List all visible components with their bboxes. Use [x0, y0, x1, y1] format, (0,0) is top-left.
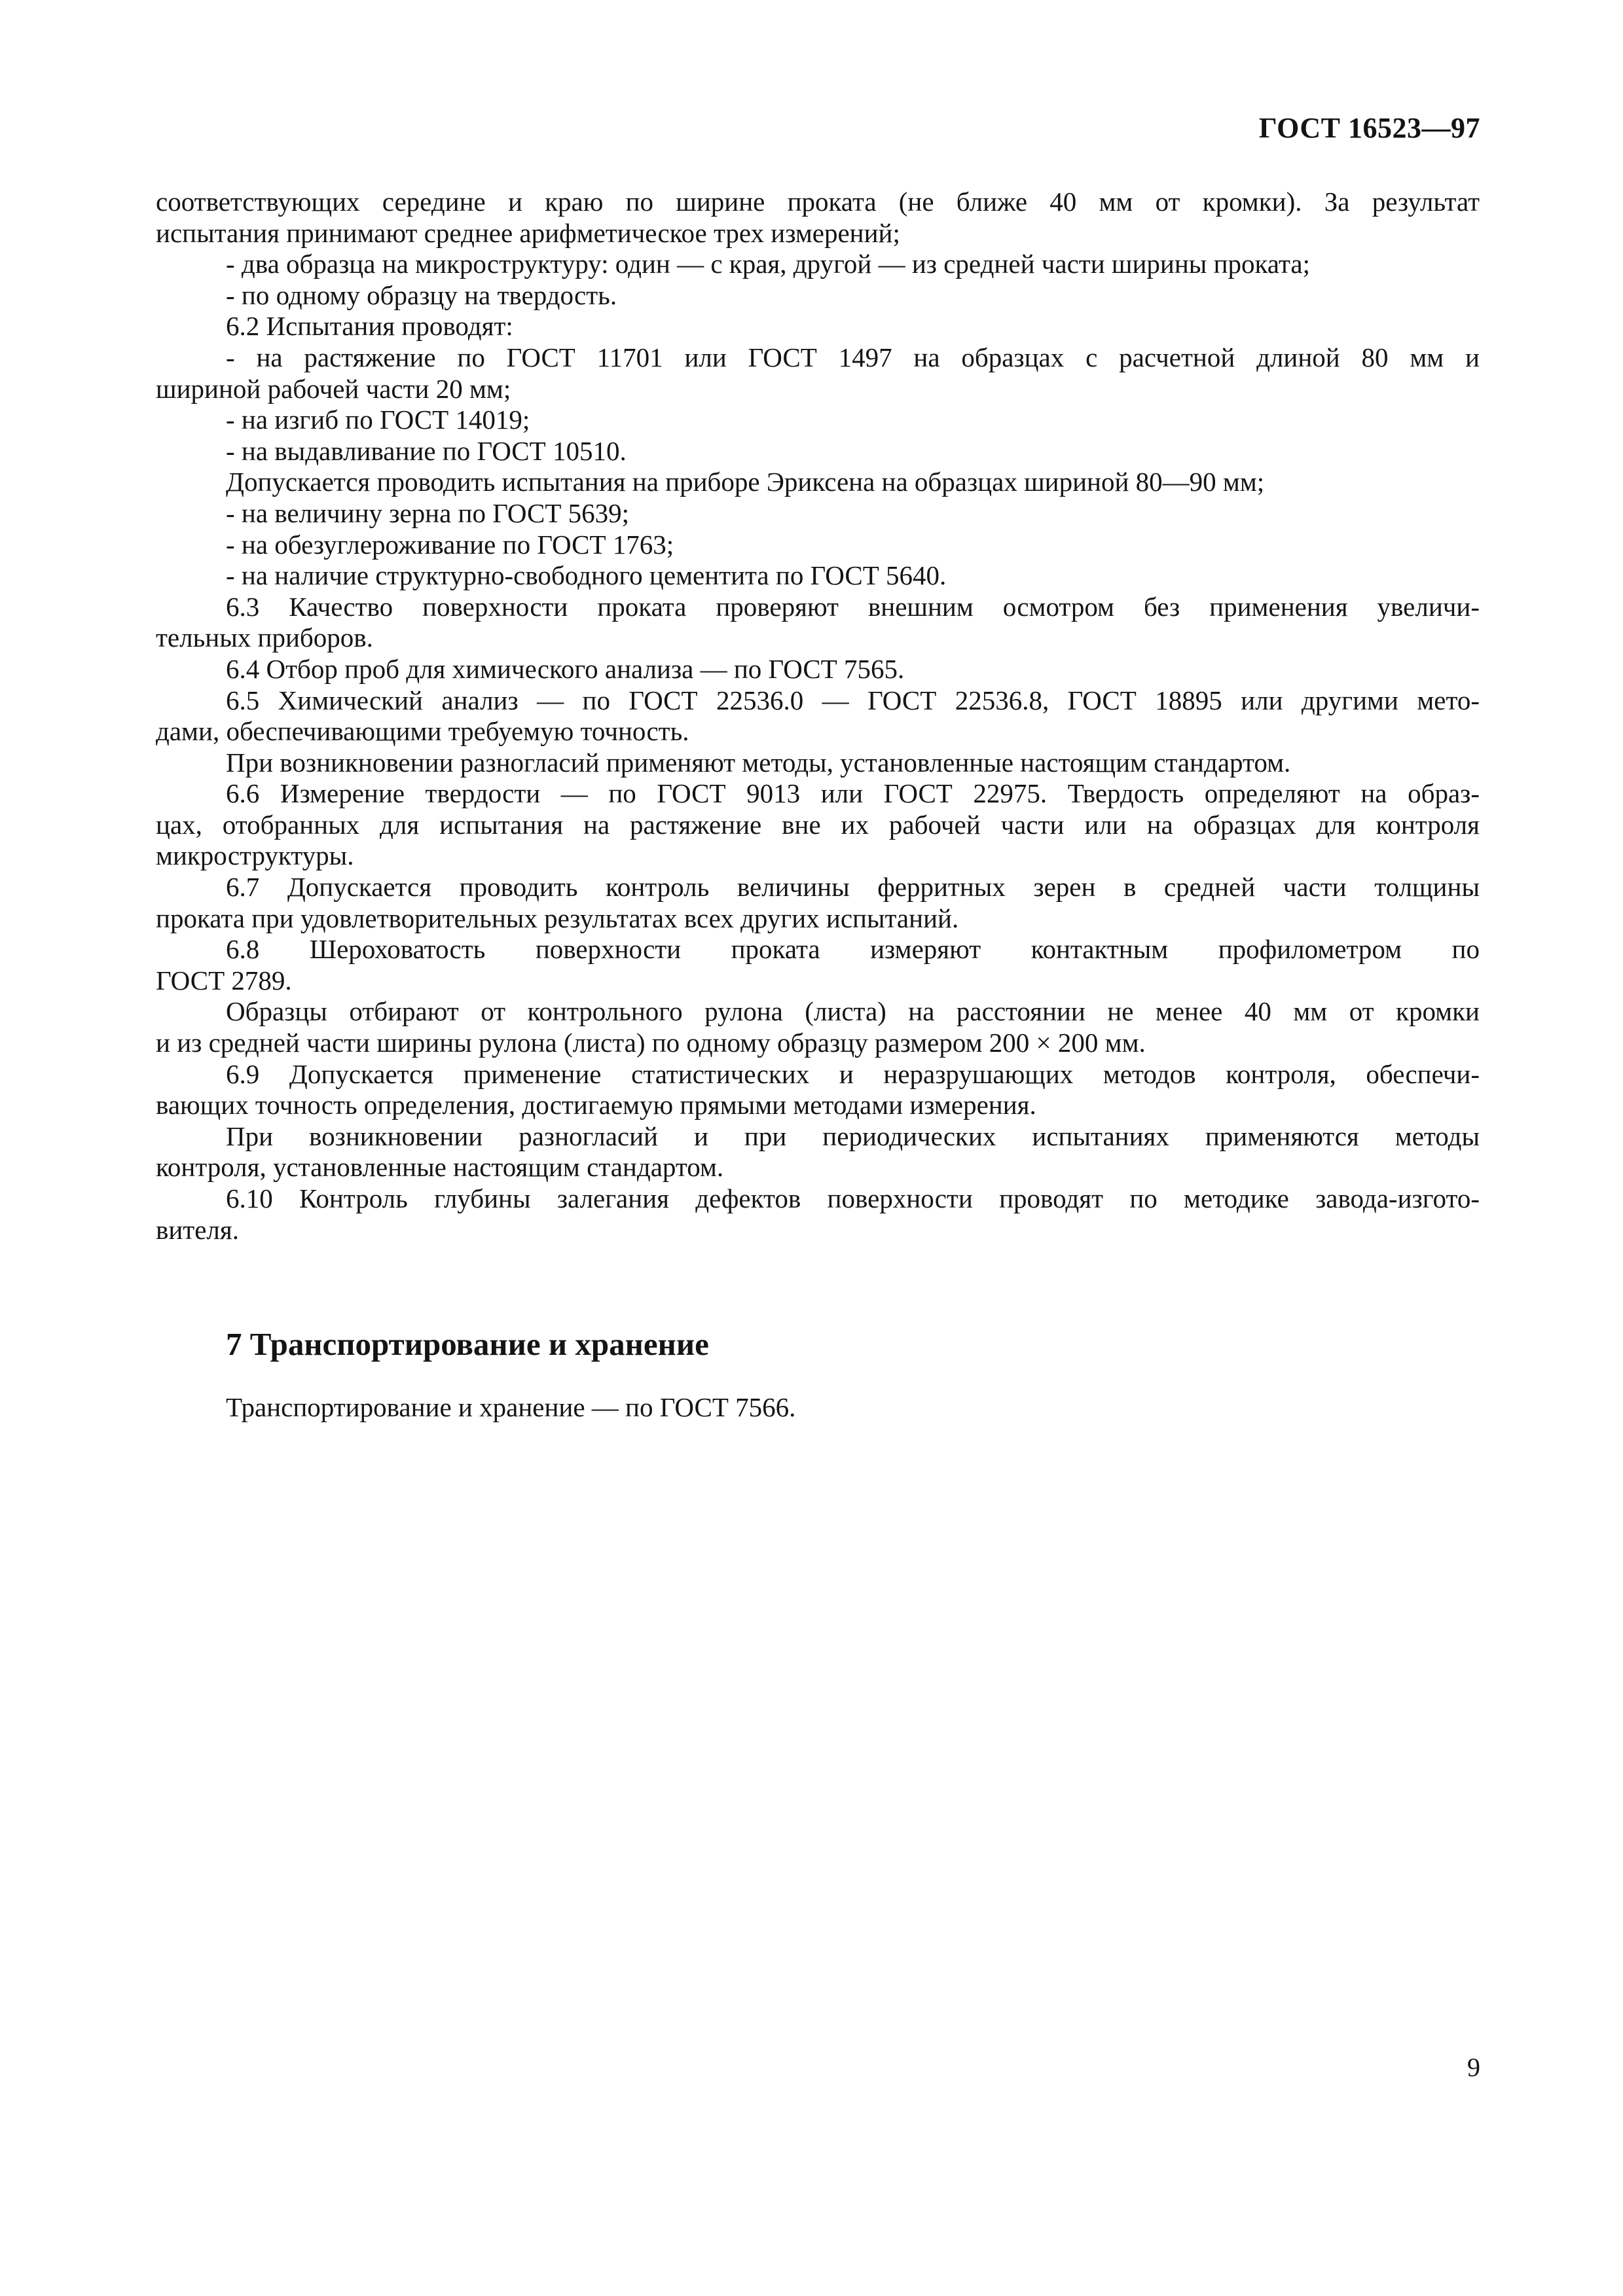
list-item: - на величину зерна по ГОСТ 5639; [226, 497, 630, 528]
clause-6-10: 6.10 Контроль глубины залегания дефектов поверхности проводят по методике завода-изгото- [226, 1183, 1480, 1213]
list-item: - на наличие структурно-свободного цементита по ГОСТ 5640. [226, 560, 947, 591]
text-line: Образцы отбирают от контрольного рулона (листа) на расстоянии не менее 40 мм от кромки [226, 996, 1480, 1027]
list-item: - два образца на микроструктуру: один — с края, другой — из средней части ширины проката; [226, 249, 1310, 279]
section-7-text: Транспортирование и хранение — по ГОСТ 7566. [226, 1392, 796, 1422]
list-item: - на изгиб по ГОСТ 14019; [226, 404, 530, 435]
text-line: цах, отобранных для испытания на растяжение вне их рабочей части или на образцах для контроля [156, 809, 1480, 840]
list-item: - на выдавливание по ГОСТ 10510. [226, 435, 627, 466]
document-header: ГОСТ 16523—97 [1258, 112, 1480, 144]
text-line: шириной рабочей части 20 мм; [156, 373, 511, 404]
clause-6-4: 6.4 Отбор проб для химического анализа — по ГОСТ 7565. [226, 653, 905, 684]
section-6-body [156, 187, 1480, 1246]
page-number: 9 [1467, 2053, 1480, 2082]
text-line: тельных приборов. [156, 622, 373, 653]
clause-6-6: 6.6 Измерение твердости — по ГОСТ 9013 или ГОСТ 22975. Твердость определяют на образ- [226, 778, 1480, 809]
clause-6-3: 6.3 Качество поверхности проката проверяют внешним осмотром без применения увеличи- [226, 591, 1480, 622]
section-7-heading: 7 Транспортирование и хранение [226, 1326, 709, 1362]
list-item: - по одному образцу на твердость. [226, 279, 617, 310]
clause-6-7: 6.7 Допускается проводить контроль величины ферритных зерен в средней части толщины [226, 872, 1480, 903]
text-line: проката при удовлетворительных результатах всех других испытаний. [156, 903, 959, 933]
text-line: микроструктуры. [156, 840, 354, 871]
clause-6-8: 6.8 Шероховатость поверхности проката измеряют контактным профилометром по [226, 934, 1480, 965]
list-item: - на растяжение по ГОСТ 11701 или ГОСТ 1497 на образцах с расчетной длиной 80 мм и [226, 342, 1480, 372]
clause-6-9: 6.9 Допускается применение статистических и неразрушающих методов контроля, обеспечи- [226, 1058, 1480, 1089]
text-line: дами, обеспечивающими требуемую точность. [156, 716, 689, 747]
text-line: При возникновении разногласий применяют методы, установленные настоящим стандартом. [226, 747, 1291, 778]
text-line: Допускается проводить испытания на приборе Эриксена на образцах шириной 80—90 мм; [226, 467, 1265, 497]
text-line: вающих точность определения, достигаемую прямыми методами измерения. [156, 1090, 1036, 1121]
clause-6-2: 6.2 Испытания проводят: [226, 311, 513, 342]
text-line: испытания принимают среднее арифметическое трех измерений; [156, 217, 900, 248]
text-line: контроля, установленные настоящим стандартом. [156, 1152, 724, 1183]
text-line: вителя. [156, 1214, 239, 1245]
text-line: соответствующих середине и краю по ширине проката (не ближе 40 мм от кромки). За результат [156, 187, 1480, 217]
text-line: и из средней части ширины рулона (листа) по одному образцу размером 200 × 200 мм. [156, 1028, 1146, 1058]
clause-6-5: 6.5 Химический анализ — по ГОСТ 22536.0 — ГОСТ 22536.8, ГОСТ 18895 или другими мето- [226, 685, 1480, 715]
text-line: При возникновении разногласий и при периодических испытаниях применяются методы [226, 1121, 1480, 1151]
list-item: - на обезуглероживание по ГОСТ 1763; [226, 529, 674, 560]
text-line: ГОСТ 2789. [156, 965, 292, 996]
